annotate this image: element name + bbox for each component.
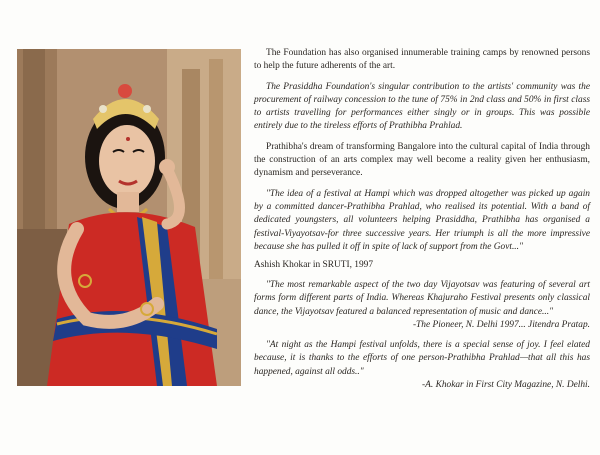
quote-hampi-festival: "The idea of a festival at Hampi which was dropped altogether was picked up again by a committed dancer-Prathibha Prahlad, who realised its potential. With a band of dedicated youngsters, all volunteers helping Prasiddha, Prathibha has organised a festival-Viyayotsav-for three successive years. Her triumph is all the more impressive because she has pulled it off in spite of lack of support from the Govt...": [254, 188, 590, 252]
attribution-pioneer: -The Pioneer, N. Delhi 1997... Jitendra Pratap.: [412, 320, 590, 331]
quote-vijayotsav: "The most remarkable aspect of the two day Vijayotsav was featuring of several art forms form different parts of India. Whereas Khajuraho Festival presents only classical dance, the Vijayotsav featured a balanced representation of music and dance...": [254, 280, 590, 317]
article-text: [254, 47, 590, 392]
paragraph-railway-concession: The Prasiddha Foundation's singular contribution to the artists' community was the procurement of railway concession to the tune of 75% in 2nd class and 50% in first class to artists travelling for performances either singly or in groups. This was possible entirely due to the tireless efforts of Prathibha Prahlad.: [254, 81, 590, 132]
paragraph-arts-complex: Prathibha's dream of transforming Bangalore into the cultural capital of India through the construction of an arts complex may well become a reality given her enthusiasm, dynamism and perseverance.: [254, 141, 590, 179]
quote-night-festival: "At night as the Hampi festival unfolds, there is a special sense of joy. I feel elated because, it is thanks to the efforts of one person-Prathibha Prahlad—that all this has happened, against all odds..": [254, 340, 590, 377]
attribution-sruti: Ashish Khokar in SRUTI, 1997: [254, 260, 374, 271]
dancer-photo: [17, 49, 241, 386]
paragraph-training-camps: The Foundation has also organised innumerable training camps by renowned persons to help the future adherents of the art.: [254, 48, 590, 72]
attribution-first-city: -A. Khokar in First City Magazine, N. Delhi.: [422, 379, 590, 390]
